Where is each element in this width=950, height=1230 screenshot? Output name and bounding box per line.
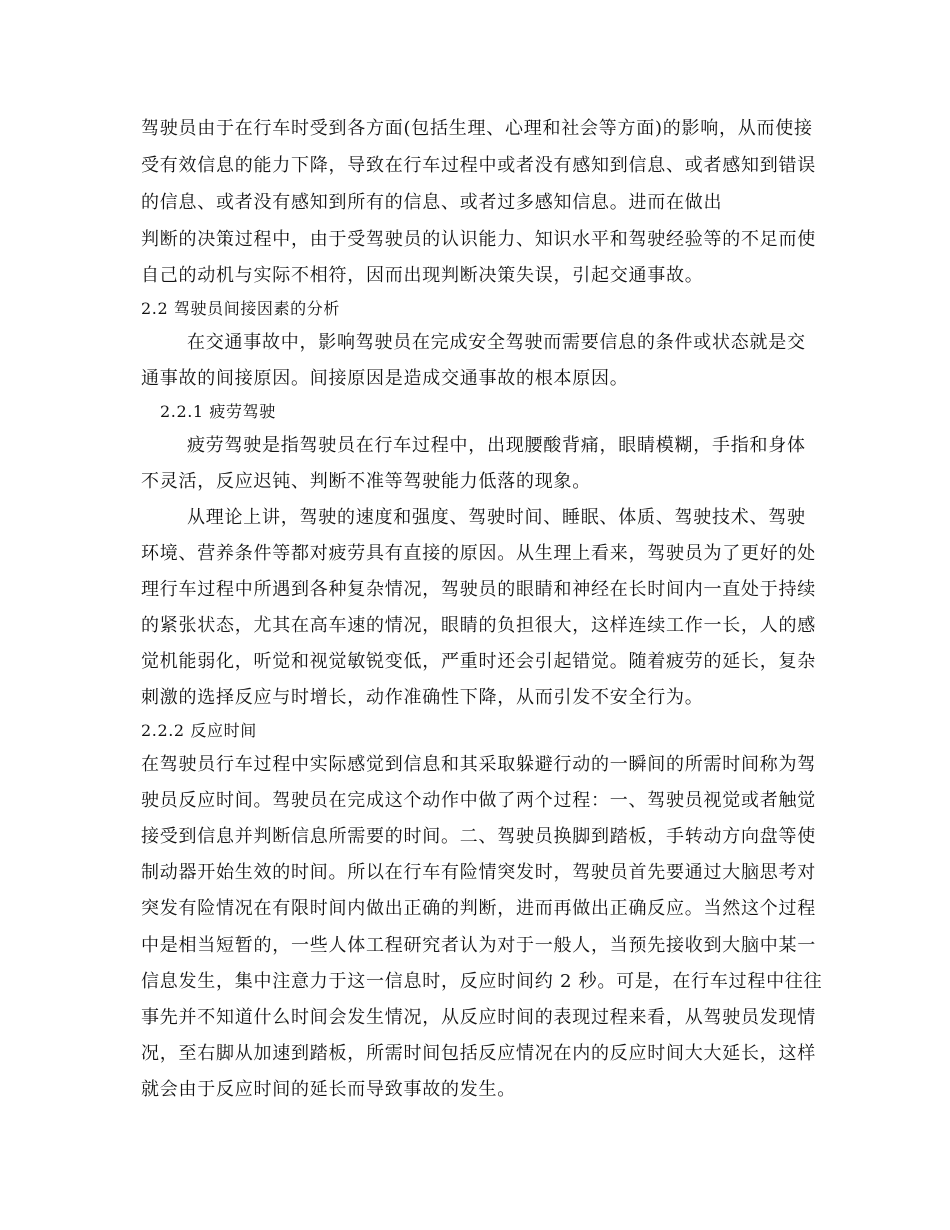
paragraph-line: 刺激的选择反应与时增长，动作准确性下降，从而引发不安全行为。 [141,687,704,708]
paragraph-line: 事先并不知道什么时间会发生情况，从反应时间的表现过程来看，从驾驶员发现情 [141,1007,816,1028]
paragraph-line: 驶员反应时间。驾驶员在完成这个动作中做了两个过程：一、驾驶员视觉或者触觉 [141,790,816,811]
paragraph-line: 突发有险情况在有限时间内做出正确的判断，进而再做出正确反应。当然这个过程 [141,898,816,919]
paragraph-line: 在交通事故中，影响驾驶员在完成安全驾驶而需要信息的条件或状态就是交 [187,332,806,353]
paragraph-line: 的紧张状态，尤其在高车速的情况，眼睛的负担很大，这样连续工作一长，人的感 [141,615,816,636]
paragraph-line: 况，至右脚从加速到踏板，所需时间包括反应情况在内的反应时间大大延长，这样 [141,1043,816,1064]
paragraph-line: 从理论上讲，驾驶的速度和强度、驾驶时间、睡眠、体质、驾驶技术、驾驶 [187,507,806,528]
paragraph-line: 自己的动机与实际不相符，因而出现判断决策失误，引起交通事故。 [141,265,704,286]
paragraph-line: 信息发生，集中注意力于这一信息时，反应时间约 2 秒。可是，在行车过程中往往 [141,971,823,992]
paragraph-line: 中是相当短暂的，一些人体工程研究者认为对于一般人，当预先接收到大脑中某一 [141,935,816,956]
paragraph-line: 在驾驶员行车过程中实际感觉到信息和其采取躲避行动的一瞬间的所需时间称为驾 [141,754,816,775]
paragraph-line: 判断的决策过程中，由于受驾驶员的认识能力、知识水平和驾驶经验等的不足而使 [141,229,816,250]
paragraph-line: 接受到信息并判断信息所需要的时间。二、驾驶员换脚到踏板，手转动方向盘等使 [141,826,816,847]
section-heading: 2.2 驾驶员间接因素的分析 [141,299,340,318]
paragraph-line: 就会由于反应时间的延长而导致事故的发生。 [141,1079,516,1100]
paragraph-line: 驾驶员由于在行车时受到各方面(包括生理、心理和社会等方面)的影响，从而使接 [141,118,813,139]
paragraph-line: 的信息、或者没有感知到所有的信息、或者过多感知信息。进而在做出 [141,192,723,213]
paragraph-line: 环境、营养条件等都对疲劳具有直接的原因。从生理上看来，驾驶员为了更好的处 [141,543,816,564]
paragraph-line: 制动器开始生效的时间。所以在行车有险情突发时，驾驶员首先要通过大脑思考对 [141,862,816,883]
paragraph-line: 理行车过程中所遇到各种复杂情况，驾驶员的眼睛和神经在长时间内一直处于持续 [141,579,816,600]
subsection-heading: 2.2.1 疲劳驾驶 [160,402,276,421]
paragraph-line: 受有效信息的能力下降，导致在行车过程中或者没有感知到信息、或者感知到错误 [141,155,816,176]
subsection-heading: 2.2.2 反应时间 [141,721,257,740]
paragraph-line: 不灵活，反应迟钝、判断不准等驾驶能力低落的现象。 [141,471,591,492]
paragraph-line: 通事故的间接原因。间接原因是造成交通事故的根本原因。 [141,368,629,389]
paragraph-line: 疲劳驾驶是指驾驶员在行车过程中，出现腰酸背痛，眼睛模糊，手指和身体 [187,435,806,456]
paragraph-line: 觉机能弱化，听觉和视觉敏锐变低，严重时还会引起错觉。随着疲劳的延长，复杂 [141,651,816,672]
